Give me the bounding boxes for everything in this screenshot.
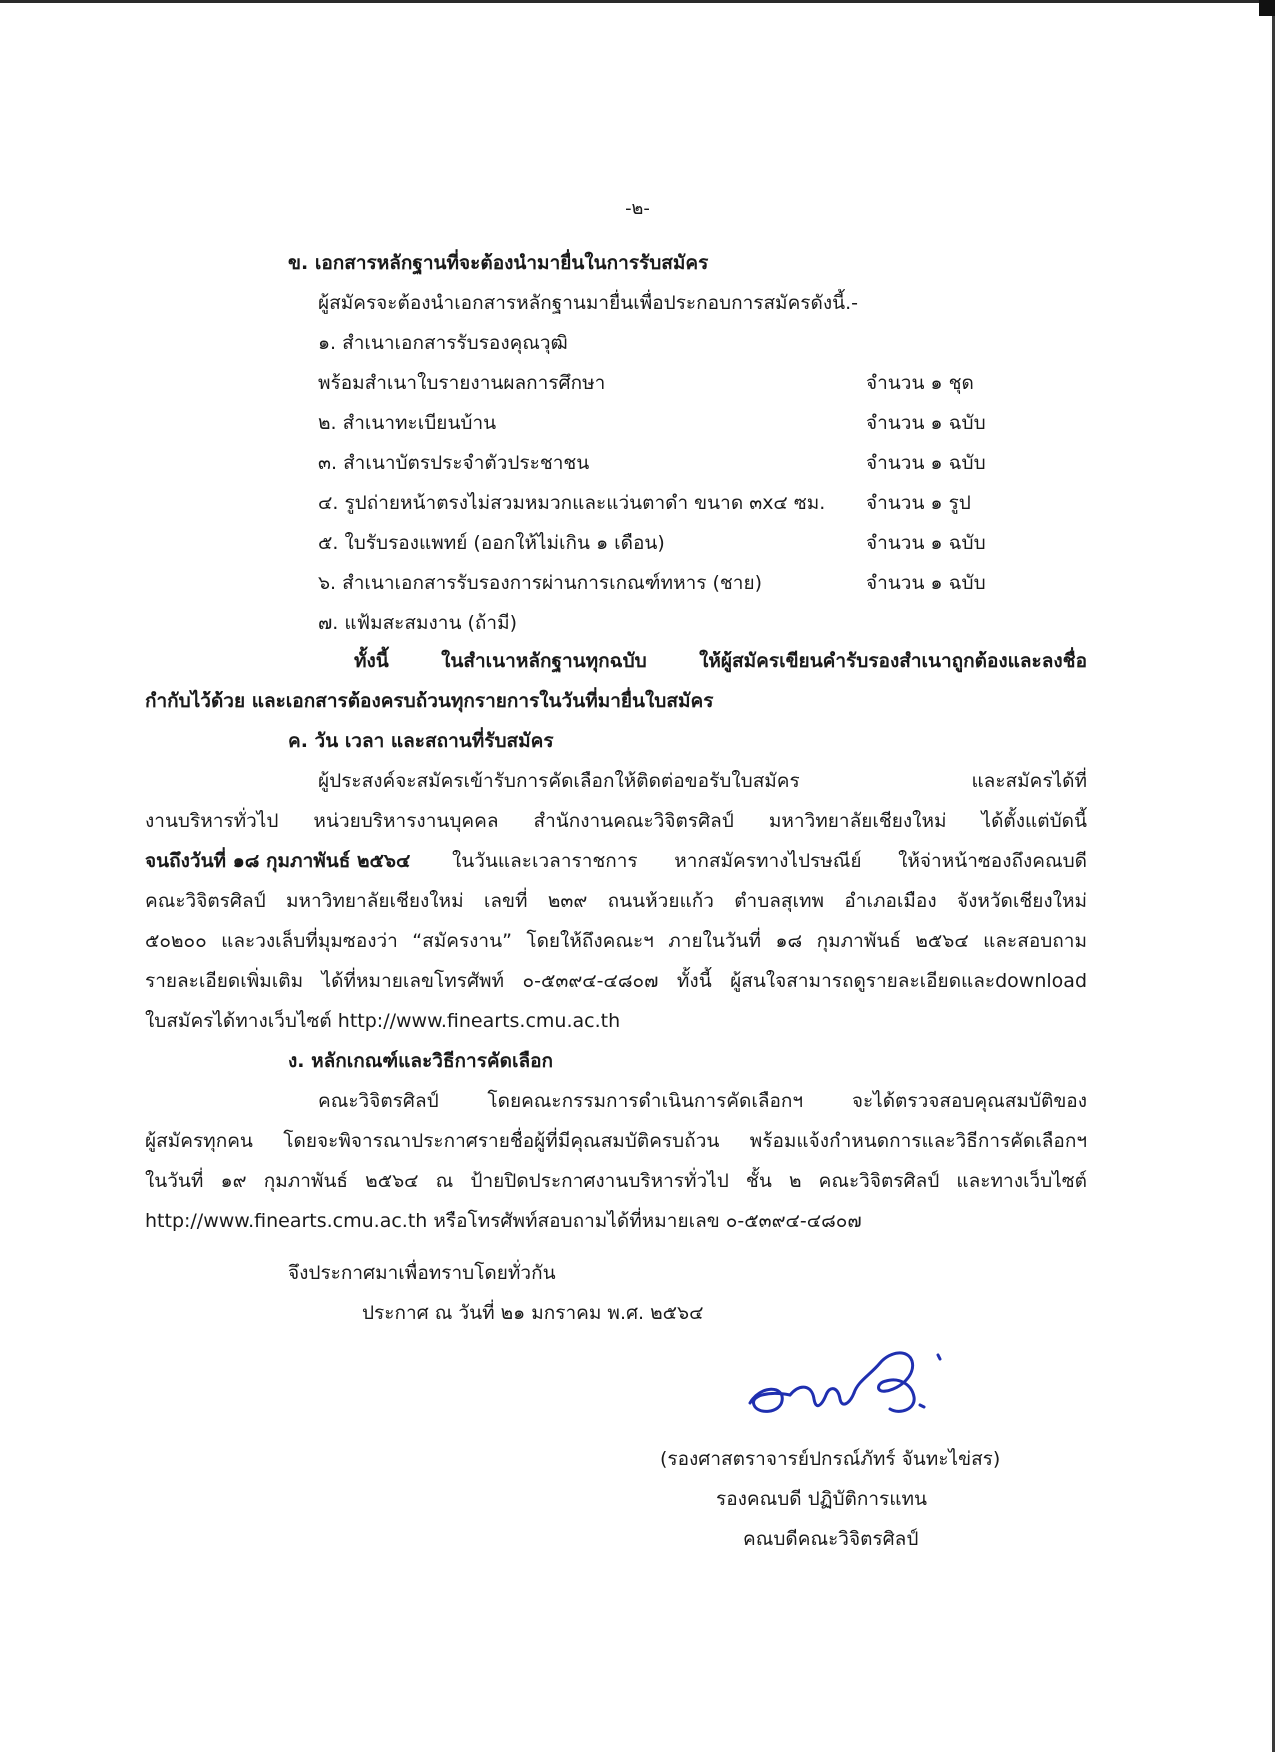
apply-line-1: ผู้ประสงค์จะสมัครเข้ารับการคัดเลือกให้ติดต่อขอรับใบสมัคร และสมัครได้ที่ <box>318 770 1087 792</box>
doc-item-7: ๗. แฟ้มสะสมงาน (ถ้ามี) <box>318 612 518 634</box>
apply-line-3: ในวันและเวลาราชการ หากสมัครทางไปรษณีย์ ให้จ่าหน้าซองถึงคณบดี <box>452 850 1087 872</box>
note-line-1: ทั้งนี้ ในสำเนาหลักฐานทุกฉบับ ให้ผู้สมัครเขียนคำรับรองสำเนาถูกต้องและลงชื่อ <box>354 650 1087 672</box>
closing-announce: จึงประกาศมาเพื่อทราบโดยทั่วกัน <box>288 1262 556 1284</box>
criteria-line-3: ในวันที่ ๑๙ กุมภาพันธ์ ๒๕๖๔ ณ ป้ายปิดประกาศงานบริหารทั่วไป ชั้น ๒ คณะวิจิตรศิลป์ และทางเว็บไซต์ <box>145 1170 1087 1192</box>
apply-line-7: ใบสมัครได้ทางเว็บไซต์ http://www.finearts.cmu.ac.th <box>145 1010 621 1032</box>
page-number: -๒- <box>625 198 650 219</box>
criteria-line-1: คณะวิจิตรศิลป์ โดยคณะกรรมการดำเนินการคัดเลือกฯ จะได้ตรวจสอบคุณสมบัติของ <box>318 1090 1087 1112</box>
apply-line-5: ๕๐๒๐๐ และวงเล็บที่มุมซองว่า “สมัครงาน” โดยให้ถึงคณะฯ ภายในวันที่ ๑๘ กุมภาพันธ์ ๒๕๖๔ และสอบถาม <box>145 930 1087 952</box>
signatory-position-2: คณบดีคณะวิจิตรศิลป์ <box>743 1528 919 1550</box>
closing-date: ประกาศ ณ วันที่ ๒๑ มกราคม พ.ศ. ๒๕๖๔ <box>362 1302 704 1324</box>
signatory-position-1: รองคณบดี ปฏิบัติการแทน <box>716 1488 928 1510</box>
section-kho-intro: ผู้สมัครจะต้องนำเอกสารหลักฐานมายื่นเพื่อประกอบการสมัครดังนี้.- <box>318 292 858 314</box>
apply-deadline: จนถึงวันที่ ๑๘ กุมภาพันธ์ ๒๕๖๔ <box>145 850 411 872</box>
handwritten-signature <box>740 1325 980 1435</box>
criteria-line-4: http://www.finearts.cmu.ac.th หรือโทรศัพท์สอบถามได้ที่หมายเลข ๐-๕๓๙๔-๔๘๐๗ <box>145 1210 862 1232</box>
signatory-name: (รองศาสตราจารย์ปกรณ์ภัทร์ จันทะไข่สร) <box>660 1448 1001 1470</box>
doc-item-6-qty: จำนวน ๑ ฉบับ <box>866 572 986 594</box>
doc-item-3: ๓. สำเนาบัตรประจำตัวประชาชน <box>318 452 590 474</box>
section-kho-heading: ข. เอกสารหลักฐานที่จะต้องนำมายื่นในการรับสมัคร <box>288 252 709 274</box>
apply-line-2: งานบริหารทั่วไป หน่วยบริหารงานบุคคล สำนักงานคณะวิจิตรศิลป์ มหาวิทยาลัยเชียงใหม่ ได้ตั้งแต่บัดนี้ <box>145 810 1087 832</box>
doc-item-2: ๒. สำเนาทะเบียนบ้าน <box>318 412 497 434</box>
scan-corner <box>1259 0 1275 16</box>
doc-item-1b: พร้อมสำเนาใบรายงานผลการศึกษา <box>318 372 606 394</box>
criteria-line-2: ผู้สมัครทุกคน โดยจะพิจารณาประกาศรายชื่อผู้ที่มีคุณสมบัติครบถ้วน พร้อมแจ้งกำหนดการและวิธีการคัดเลือกฯ <box>145 1130 1087 1152</box>
doc-item-1: ๑. สำเนาเอกสารรับรองคุณวุฒิ <box>318 332 568 354</box>
doc-item-3-qty: จำนวน ๑ ฉบับ <box>866 452 986 474</box>
scan-edge-top <box>0 0 1275 3</box>
doc-item-5-qty: จำนวน ๑ ฉบับ <box>866 532 986 554</box>
apply-line-6: รายละเอียดเพิ่มเติม ได้ที่หมายเลขโทรศัพท์ ๐-๕๓๙๔-๔๘๐๗ ทั้งนี้ ผู้สนใจสามารถดูรายละเอียดและdownload <box>145 970 1087 992</box>
apply-line-4: คณะวิจิตรศิลป์ มหาวิทยาลัยเชียงใหม่ เลขที่ ๒๓๙ ถนนห้วยแก้ว ตำบลสุเทพ อำเภอเมือง จังหวัดเชียงใหม่ <box>145 890 1087 912</box>
note-line-2: กำกับไว้ด้วย และเอกสารต้องครบถ้วนทุกรายการในวันที่มายื่นใบสมัคร <box>145 690 714 712</box>
doc-item-5: ๕. ใบรับรองแพทย์ (ออกให้ไม่เกิน ๑ เดือน) <box>318 532 665 554</box>
doc-item-4-qty: จำนวน ๑ รูป <box>866 492 971 514</box>
doc-item-4: ๔. รูปถ่ายหน้าตรงไม่สวมหมวกและแว่นตาดำ ขนาด ๓x๔ ซม. <box>318 492 826 514</box>
doc-item-1b-qty: จำนวน ๑ ชุด <box>866 372 974 394</box>
doc-item-2-qty: จำนวน ๑ ฉบับ <box>866 412 986 434</box>
doc-item-6: ๖. สำเนาเอกสารรับรองการผ่านการเกณฑ์ทหาร (ชาย) <box>318 572 763 594</box>
section-kho-khwai-heading: ค. วัน เวลา และสถานที่รับสมัคร <box>288 730 554 752</box>
section-ngo-heading: ง. หลักเกณฑ์และวิธีการคัดเลือก <box>288 1050 554 1072</box>
